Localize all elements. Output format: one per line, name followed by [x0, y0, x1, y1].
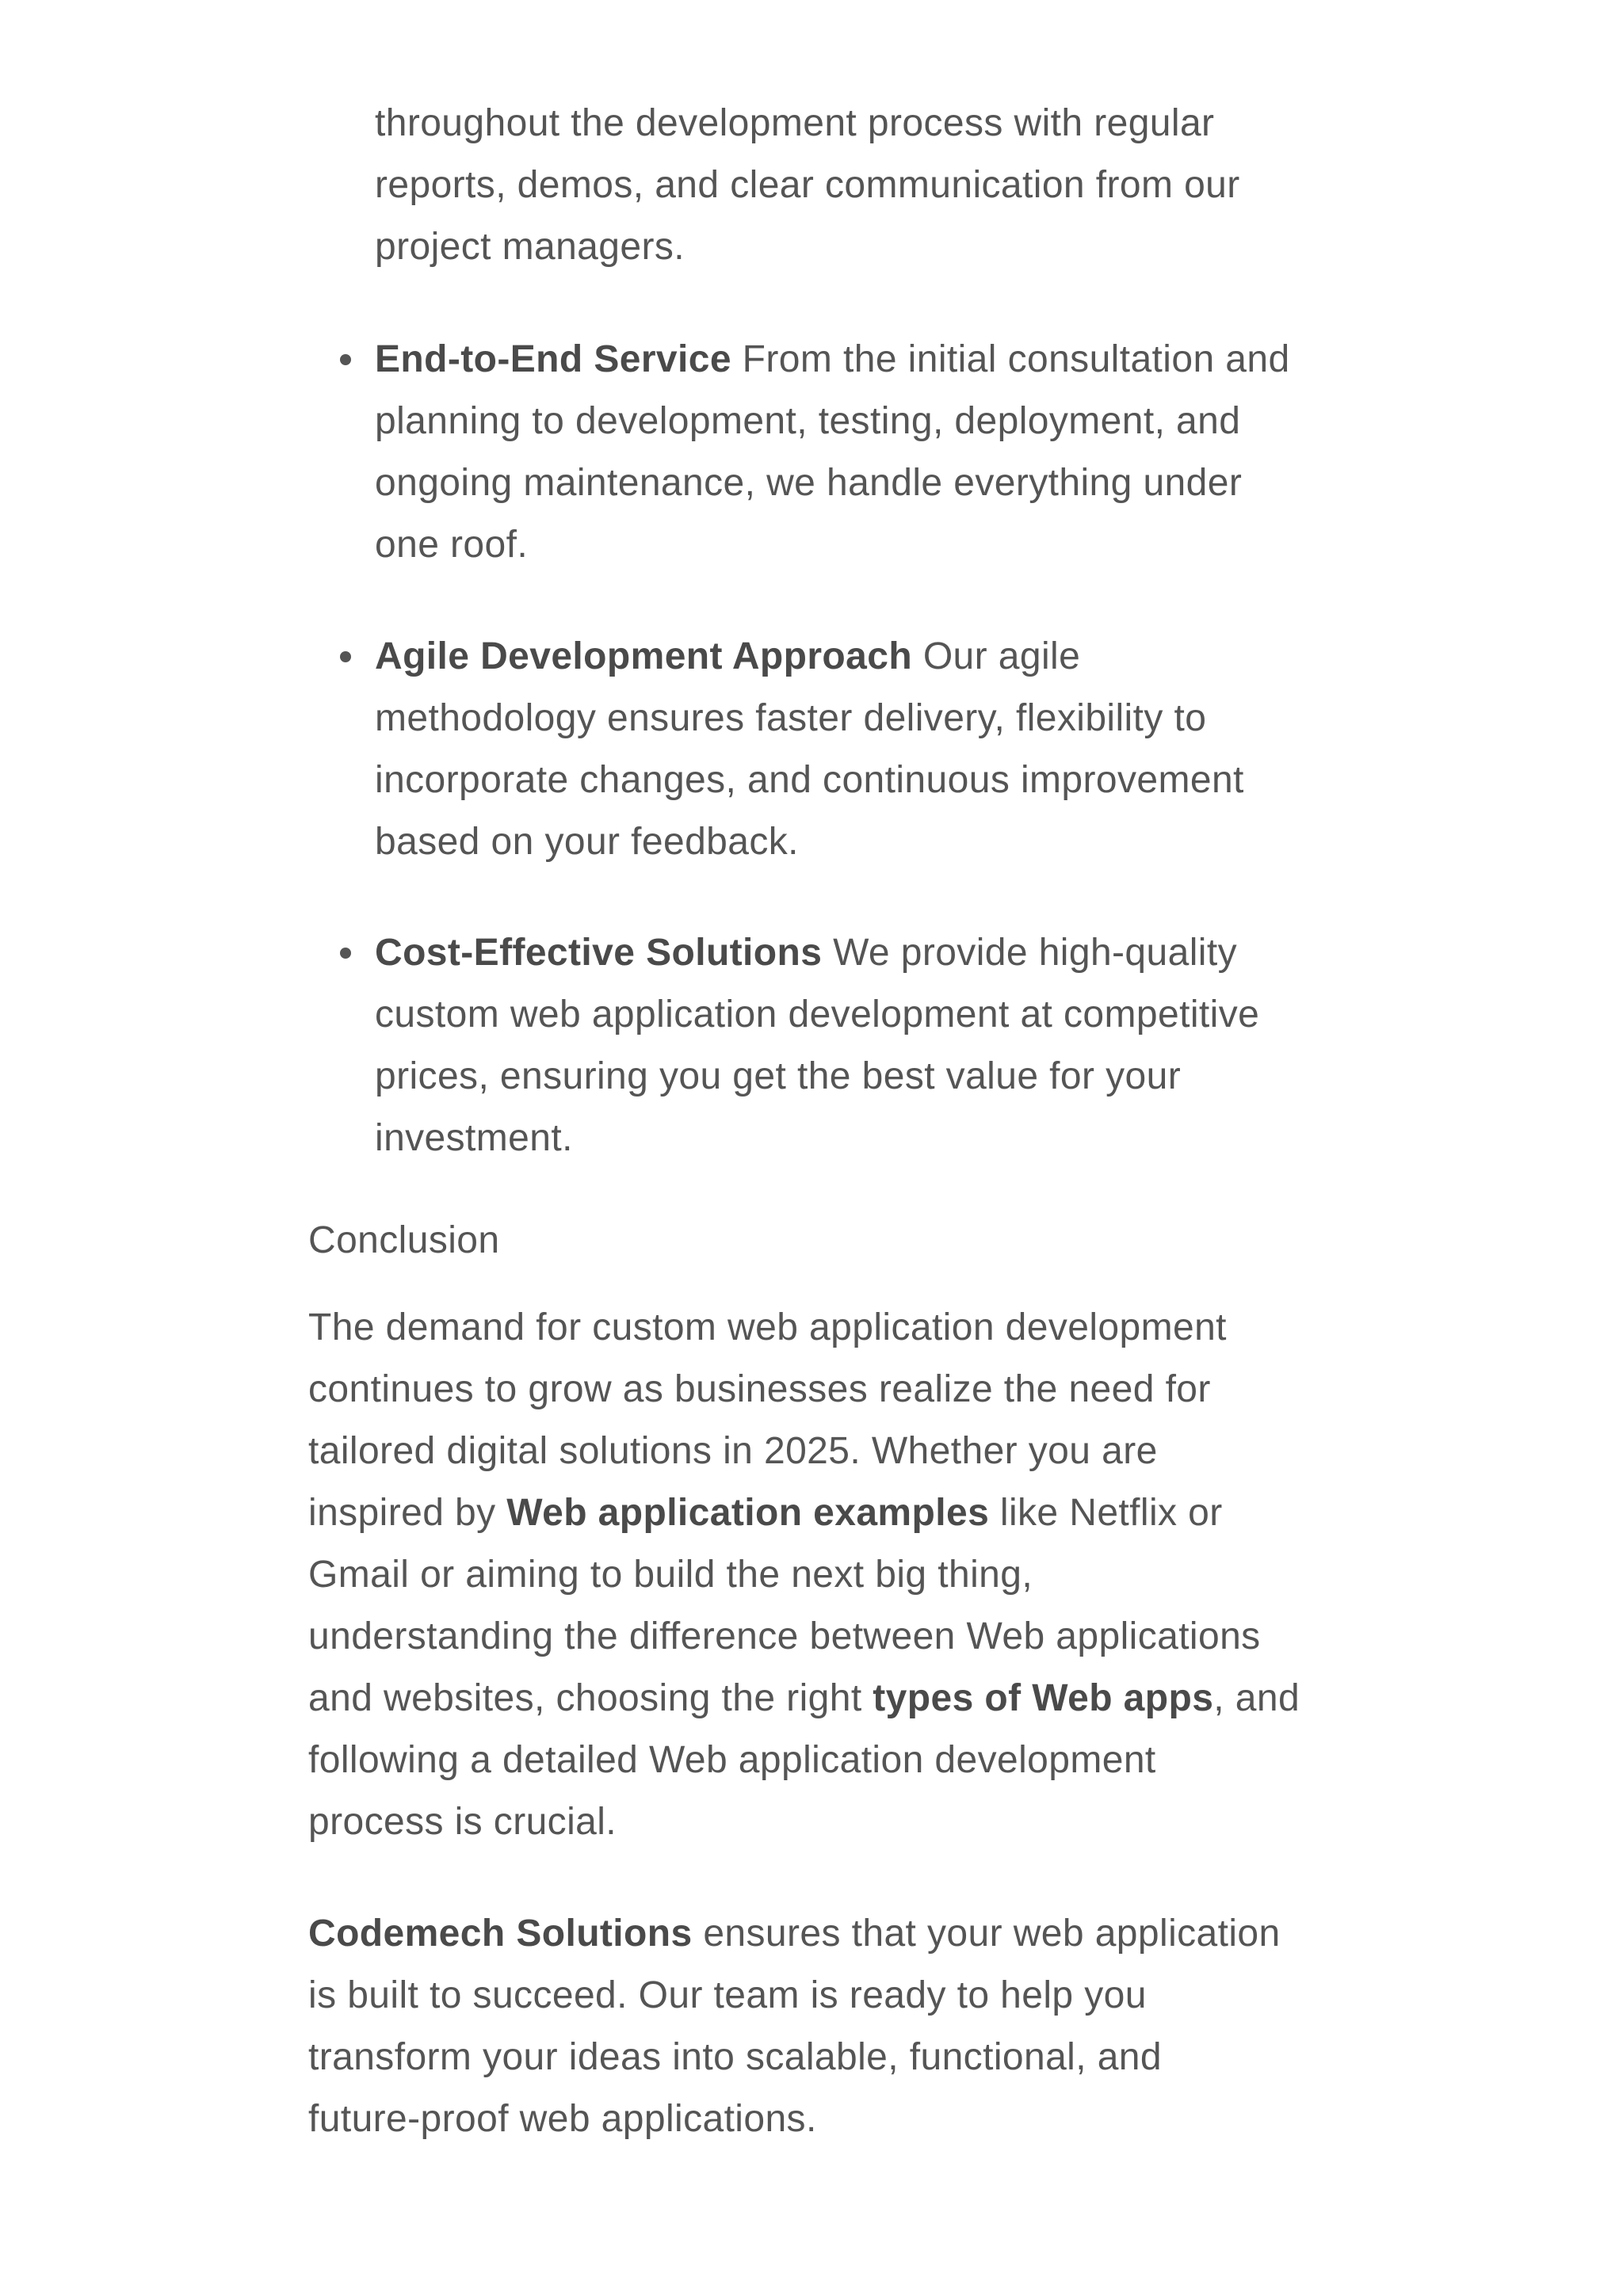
text-segment: We provide high-quality: [822, 932, 1237, 974]
text-line: [375, 1046, 1259, 1108]
bullet-agile-development-approach: [375, 626, 1244, 873]
closing-paragraph: [308, 1903, 1281, 2150]
text-line: [375, 154, 1240, 216]
text-line: [308, 1421, 1300, 1482]
text-segment: investment.: [375, 1117, 573, 1159]
bold-text: types of Web apps: [873, 1677, 1214, 1719]
bullet-end-to-end-service: [375, 329, 1290, 576]
text-line: [375, 811, 1244, 873]
text-segment: Gmail or aiming to build the next big thing,: [308, 1554, 1033, 1596]
text-line: [375, 93, 1240, 154]
text-line: [375, 749, 1244, 811]
text-segment: transform your ideas into scalable, functional, and: [308, 2036, 1162, 2078]
bullet-dot-icon: [340, 651, 351, 662]
text-line: [308, 1544, 1300, 1606]
text-segment: future-proof web applications.: [308, 2098, 817, 2140]
bold-text: Codemech Solutions: [308, 1913, 693, 1955]
text-line: [308, 2027, 1281, 2088]
text-segment: ensures that your web application: [692, 1913, 1281, 1955]
text-segment: tailored digital solutions in 2025. Whether you are: [308, 1430, 1158, 1472]
text-segment: understanding the difference between Web applications: [308, 1615, 1261, 1657]
text-line: [308, 1730, 1300, 1791]
bold-text: Cost-Effective Solutions: [375, 932, 823, 974]
text-segment: From the initial consultation and: [731, 338, 1290, 380]
text-segment: , and: [1213, 1677, 1300, 1719]
text-line: [375, 216, 1240, 278]
conclusion-heading: [308, 1210, 499, 1272]
text-segment: custom web application development at competitive: [375, 994, 1260, 1035]
bullet-continuation: [375, 93, 1240, 278]
text-segment: The demand for custom web application development: [308, 1306, 1227, 1348]
text-segment: Conclusion: [308, 1219, 500, 1261]
text-segment: process is crucial.: [308, 1801, 617, 1843]
text-line: [308, 1965, 1281, 2027]
text-line: [375, 391, 1290, 452]
text-segment: project managers.: [375, 226, 685, 268]
text-line: [308, 1482, 1300, 1544]
text-line: [308, 1606, 1300, 1668]
bold-text: End-to-End Service: [375, 338, 731, 380]
text-line: [375, 688, 1244, 749]
text-segment: throughout the development process with regular: [375, 102, 1215, 144]
text-segment: like Netflix or: [989, 1492, 1223, 1534]
text-segment: prices, ensuring you get the best value for your: [375, 1055, 1182, 1097]
text-segment: incorporate changes, and continuous improvement: [375, 759, 1244, 801]
text-line: [308, 1668, 1300, 1730]
bullet-cost-effective-solutions: [375, 922, 1259, 1169]
bold-text: Agile Development Approach: [375, 635, 913, 677]
text-line: [308, 2088, 1281, 2150]
bold-text: Web application examples: [506, 1492, 990, 1534]
text-line: [375, 329, 1290, 391]
text-line: [375, 922, 1259, 984]
text-line: [375, 1108, 1259, 1169]
text-segment: methodology ensures faster delivery, flexibility to: [375, 697, 1207, 739]
text-segment: inspired by: [308, 1492, 507, 1534]
text-line: [308, 1359, 1300, 1421]
text-line: [308, 1903, 1281, 1965]
text-segment: is built to succeed. Our team is ready to help you: [308, 1974, 1147, 2016]
text-segment: one roof.: [375, 524, 529, 566]
bullet-dot-icon: [340, 354, 351, 365]
text-line: [375, 514, 1290, 576]
text-segment: reports, demos, and clear communication from our: [375, 164, 1240, 206]
text-segment: planning to development, testing, deployment, and: [375, 400, 1241, 442]
text-segment: based on your feedback.: [375, 821, 799, 863]
text-line: [308, 1297, 1300, 1359]
bullet-dot-icon: [340, 948, 351, 959]
text-segment: continues to grow as businesses realize the need for: [308, 1368, 1211, 1410]
conclusion-paragraph: [308, 1297, 1300, 1853]
text-segment: and websites, choosing the right: [308, 1677, 873, 1719]
text-line: [308, 1210, 499, 1272]
text-segment: following a detailed Web application development: [308, 1739, 1156, 1781]
text-line: [375, 452, 1290, 514]
text-line: [375, 984, 1259, 1046]
text-line: [308, 1791, 1300, 1853]
text-segment: Our agile: [912, 635, 1081, 677]
text-segment: ongoing maintenance, we handle everything under: [375, 462, 1243, 504]
text-line: [375, 626, 1244, 688]
